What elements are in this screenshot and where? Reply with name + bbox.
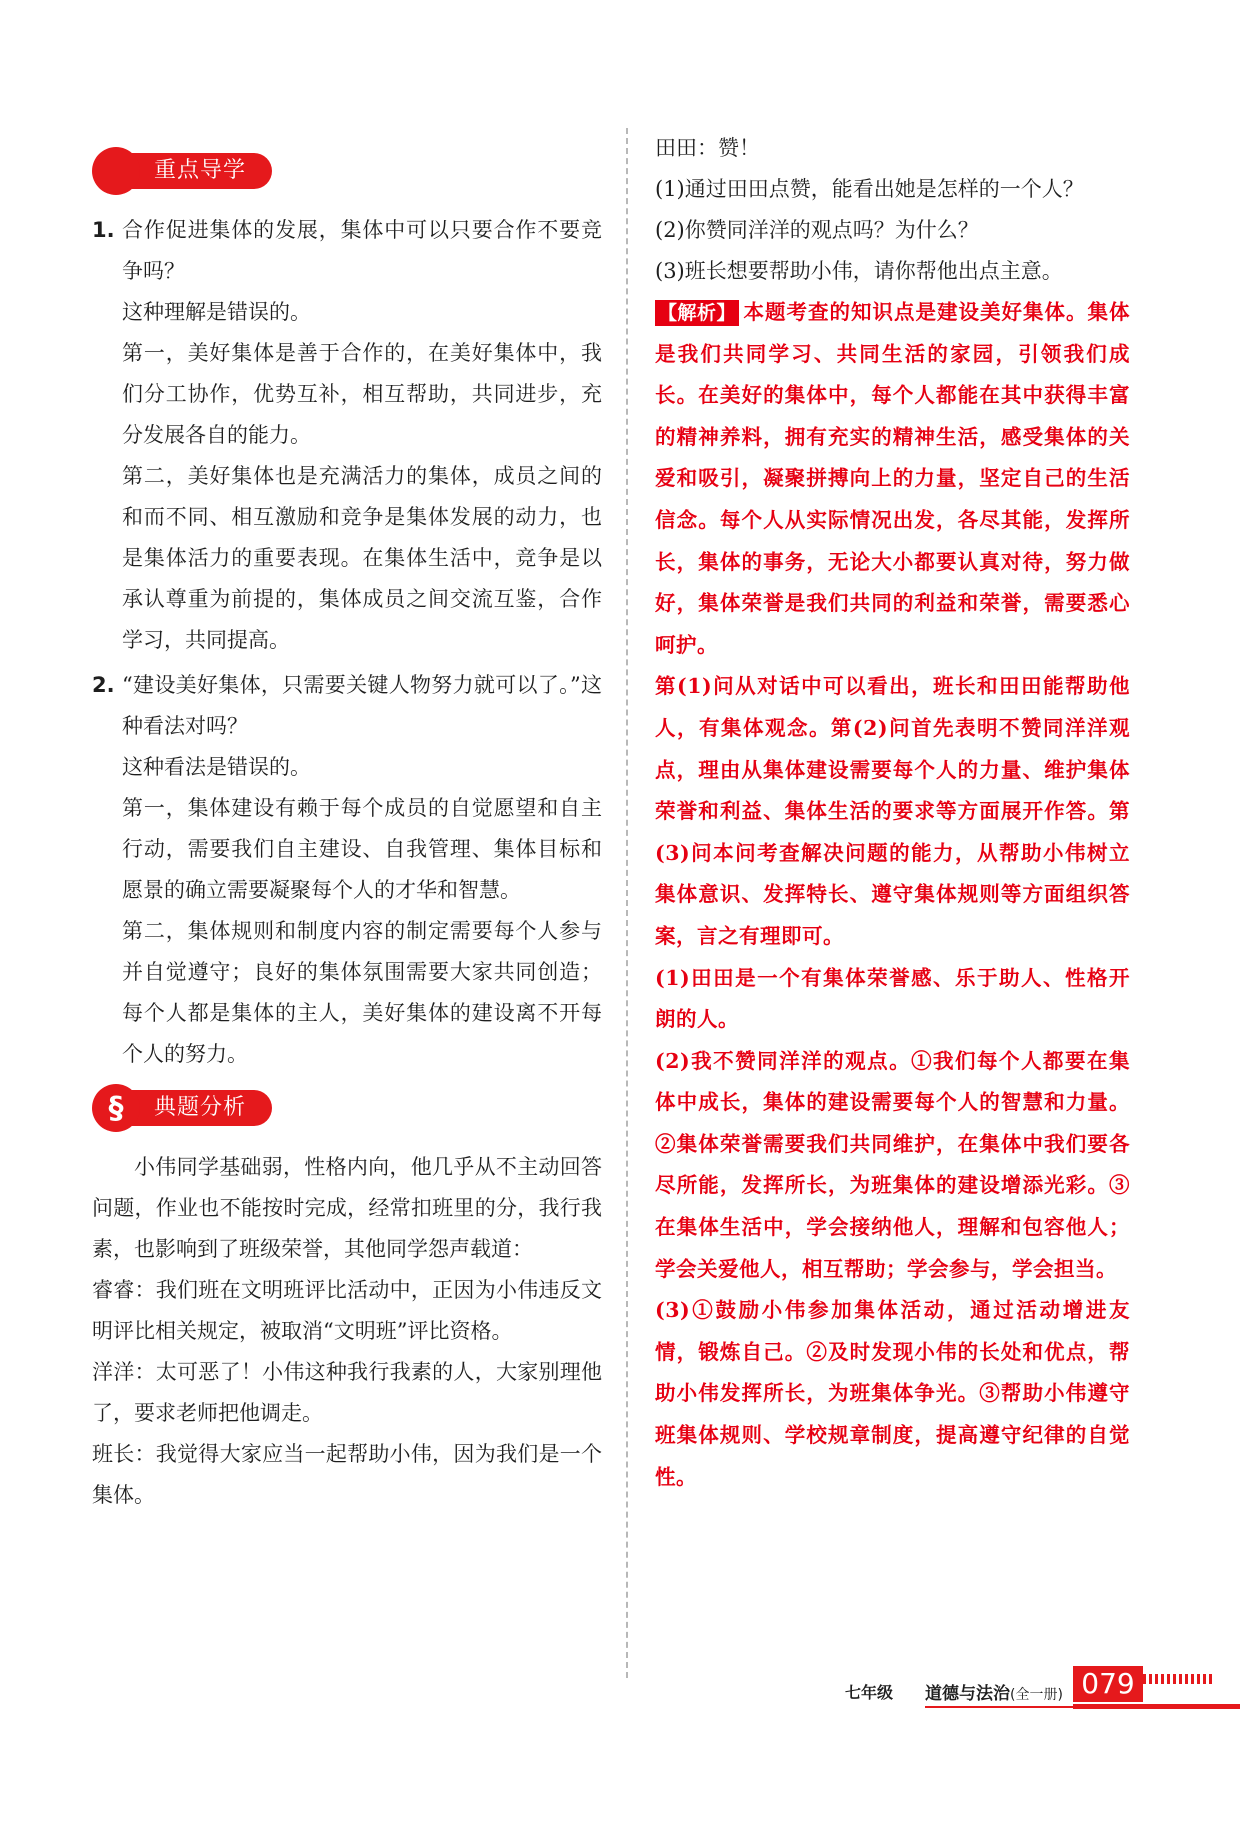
sub-question: (1)通过田田点赞，能看出她是怎样的一个人？	[655, 177, 1084, 201]
page-footer	[845, 1660, 1240, 1718]
footer-rule	[1073, 1704, 1240, 1709]
answer-text: 这种理解是错误的。	[122, 300, 311, 324]
case-intro: 小伟同学基础弱，性格内向，他几乎从不主动回答问题，作业也不能按时完成，经常扣班里的分，我行我素，也影响到了班级荣誉，其他同学怨声载道：	[92, 1155, 602, 1261]
answer-item: (2)我不赞同洋洋的观点。①我们每个人都要在集体中成长，集体的建设需要每个人的智慧和力量。②集体荣誉需要我们共同维护，在集体中我们要各尽所能，发挥所长，为班集体的建设增添光彩。③在集体生活中，学会接纳他人，理解和包容他人；学会关爱他人，相互帮助；学会参与，学会担当。	[655, 1048, 1130, 1281]
question-text: “建设美好集体，只需要关键人物努力就可以了。”这种看法对吗？	[122, 673, 602, 738]
answer-point: 第二，集体规则和制度内容的制定需要每个人参与并自觉遵守；良好的集体氛围需要大家共同创造；每个人都是集体的主人，美好集体的建设离不开每个人的努力。	[122, 919, 602, 1066]
right-column	[655, 128, 1130, 1498]
dialogue-line: 睿睿：我们班在文明班评比活动中，正因为小伟违反文明评比相关规定，被取消“文明班”评比资格。	[92, 1278, 602, 1343]
column-divider	[626, 128, 628, 1678]
answer-point: 第一，美好集体是善于合作的，在美好集体中，我们分工协作，优势互补，相互帮助，共同进步，充分发展各自的能力。	[122, 341, 602, 447]
dialogue-line: 洋洋：太可恶了！小伟这种我行我素的人，大家别理他了，要求老师把他调走。	[92, 1360, 602, 1425]
question-1	[92, 210, 602, 661]
footer-rule	[925, 1706, 1073, 1708]
section-title: 典题分析	[120, 1090, 272, 1126]
question-number: 1.	[92, 218, 115, 242]
analysis-block	[655, 292, 1130, 1498]
question-text: 合作促进集体的发展，集体中可以只要合作不要竞争吗？	[122, 218, 602, 283]
question-2	[92, 665, 602, 1075]
analysis-paragraph	[655, 292, 1130, 666]
banner-swirl-icon: §	[92, 1084, 140, 1132]
answer-point: 第二，美好集体也是充满活力的集体，成员之间的和而不同、相互激励和竞争是集体发展的动力，也是集体活力的重要表现。在集体生活中，竞争是以承认尊重为前提的，集体成员之间交流互鉴，合作学习，共同提高。	[122, 464, 602, 652]
footer-edition: (全一册)	[1010, 1687, 1063, 1703]
dialogue-line: 班长：我觉得大家应当一起帮助小伟，因为我们是一个集体。	[92, 1442, 602, 1507]
page-number: 079	[1073, 1666, 1143, 1702]
footer-grade: 七年级	[845, 1683, 894, 1702]
analysis-tag: 【解析】	[655, 300, 739, 326]
answer-item: (3)①鼓励小伟参加集体活动，通过活动增进友情，锻炼自己。②及时发现小伟的长处和优点，帮助小伟发挥所长，为班集体争光。③帮助小伟遵守班集体规则、学校规章制度，提高遵守纪律的自觉性。	[655, 1298, 1130, 1489]
analysis-paragraph: 第(1)问从对话中可以看出，班长和田田能帮助他人，有集体观念。第(2)问首先表明不赞同洋洋观点，理由从集体建设需要每个人的力量、维护集体荣誉和利益、集体生活的要求等方面展开作答。第(3)问本问考查解决问题的能力，从帮助小伟树立集体意识、发挥特长、遵守集体规则等方面组织答案，言之有理即可。	[655, 674, 1130, 948]
section-title: 重点导学	[120, 153, 272, 189]
sub-question: (2)你赞同洋洋的观点吗？为什么？	[655, 218, 979, 242]
answer-text: 这种看法是错误的。	[122, 755, 311, 779]
sub-question: (3)班长想要帮助小伟，请你帮他出点主意。	[655, 259, 1063, 283]
analysis-text: 本题考查的知识点是建设美好集体。集体是我们共同学习、共同生活的家园，引领我们成长。在美好的集体中，每个人都能在其中获得丰富的精神养料，拥有充实的精神生活，感受集体的关爱和吸引，凝聚拼搏向上的力量，坚定自己的生活信念。每个人从实际情况出发，各尽其能，发挥所长，集体的事务，无论大小都要认真对待，努力做好，集体荣誉是我们共同的利益和荣誉，需要悉心呵护。	[655, 300, 1130, 657]
section-key-guide	[92, 148, 602, 194]
answer-point: 第一，集体建设有赖于每个成员的自觉愿望和自主行动，需要我们自主建设、自我管理、集体目标和愿景的确立需要凝聚每个人的才华和智慧。	[122, 796, 602, 902]
section-typical-problem	[92, 1085, 602, 1131]
dialogue-line: 田田：赞！	[655, 136, 760, 160]
question-number: 2.	[92, 673, 115, 697]
footer-subject-name: 道德与法治	[925, 1684, 1010, 1704]
answer-item: (1)田田是一个有集体荣誉感、乐于助人、性格开朗的人。	[655, 965, 1130, 1032]
footer-subject	[925, 1679, 1063, 1704]
banner-circle-icon	[92, 147, 140, 195]
left-column	[92, 148, 602, 1516]
footer-stripe	[1143, 1674, 1215, 1684]
